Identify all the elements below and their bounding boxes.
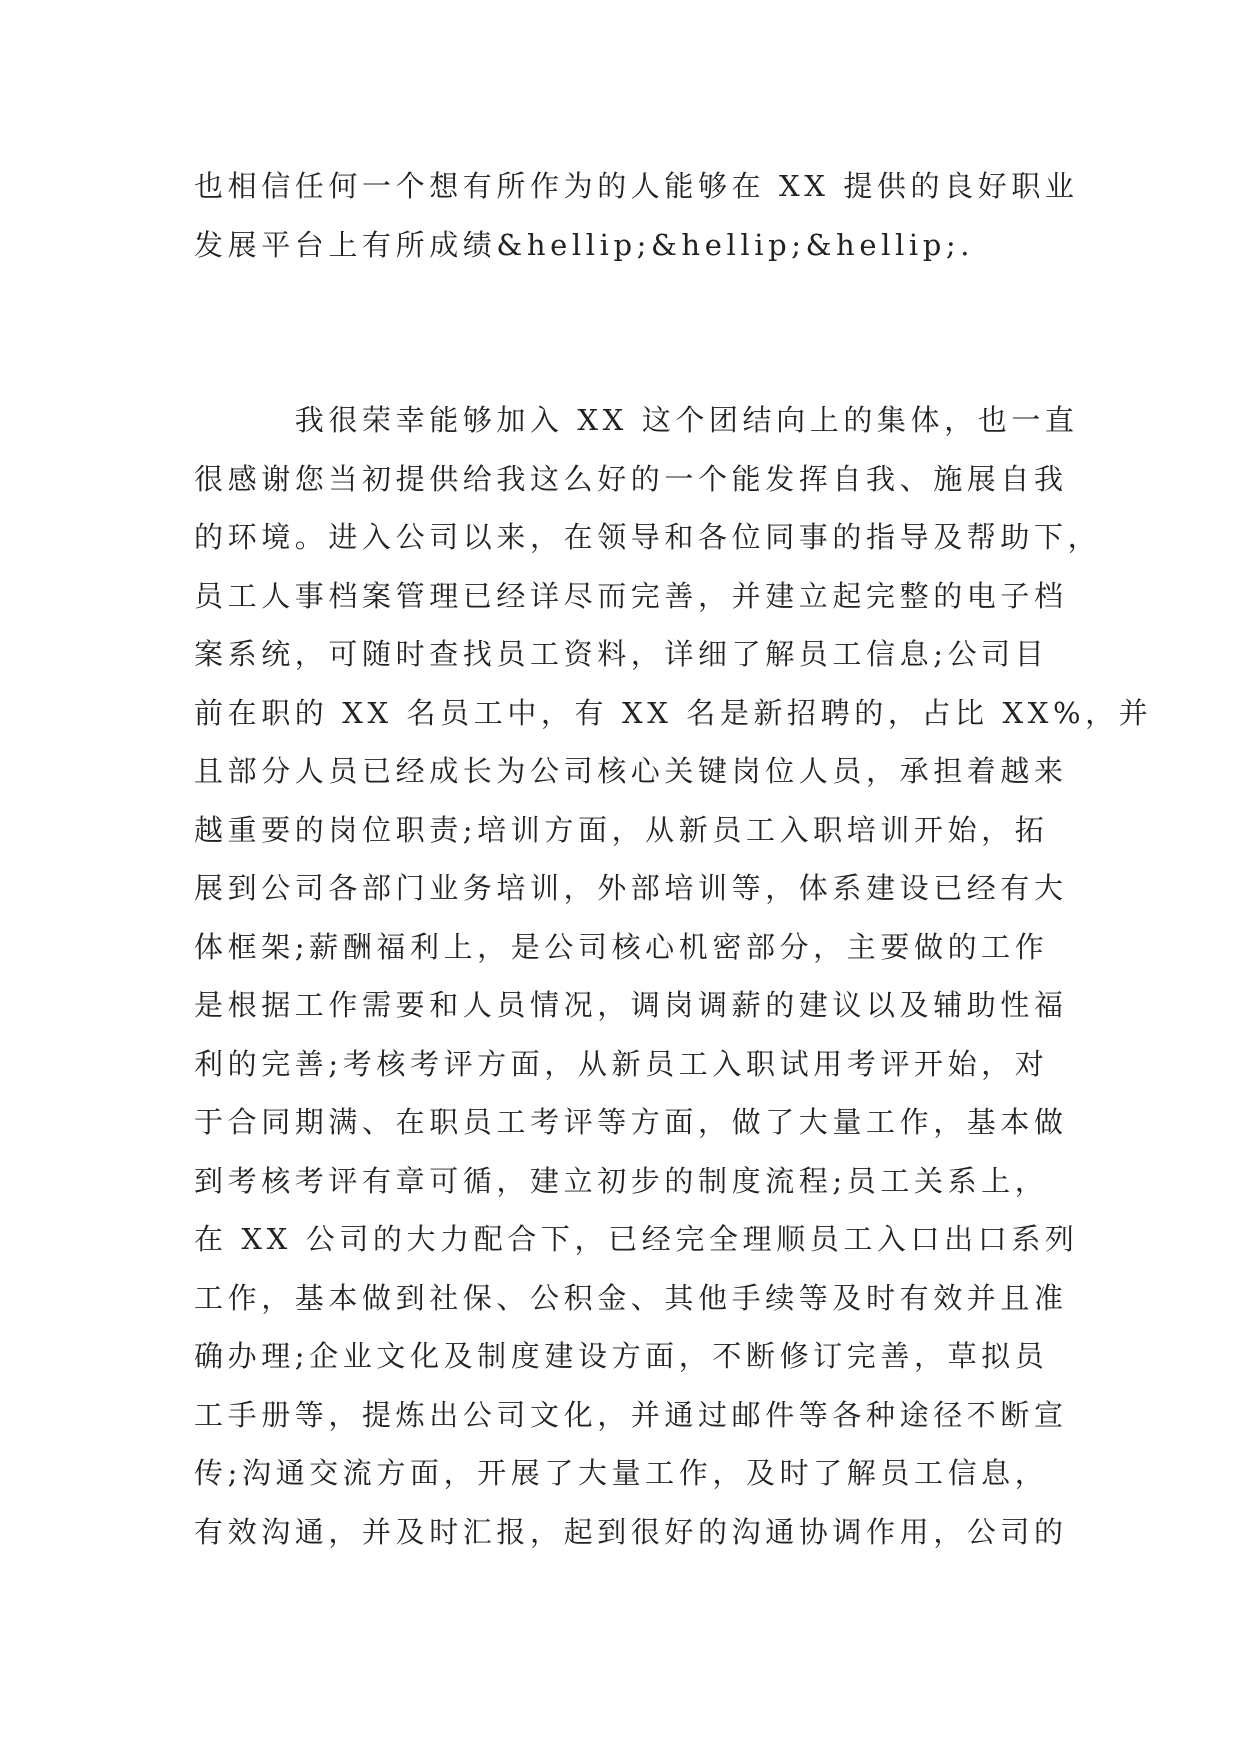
text-line: 在 XX 公司的大力配合下，已经完全理顺员工入口出口系列 — [194, 1222, 1079, 1256]
text-line: 是根据工作需要和人员情况，调岗调薪的建议以及辅助性福 — [194, 988, 1068, 1022]
text-line: 也相信任何一个想有所作为的人能够在 XX 提供的良好职业 — [194, 169, 1079, 203]
paragraph-1 — [194, 157, 1079, 274]
text-line: 员工人事档案管理已经详尽而完善，并建立起完整的电子档 — [194, 578, 1068, 613]
text-line: 越重要的岗位职责;培训方面，从新员工入职培训开始，拓 — [194, 812, 1049, 847]
text-line: 到考核考评有章可循，建立初步的制度流程;员工关系上， — [194, 1163, 1049, 1198]
text-line: 工手册等，提炼出公司文化，并通过邮件等各种途径不断宣 — [194, 1397, 1068, 1432]
text-line: 前在职的 XX 名员工中，有 XX 名是新招聘的，占比 XX%，并 — [194, 695, 1153, 730]
text-line: 的环境。进入公司以来，在领导和各位同事的指导及帮助下， — [194, 520, 1102, 554]
text-line: 确办理;企业文化及制度建设方面，不断修订完善，草拟员 — [194, 1339, 1049, 1373]
text-line: 体框架;薪酬福利上，是公司核心机密部分，主要做的工作 — [194, 929, 1049, 964]
text-line: 我很荣幸能够加入 XX 这个团结向上的集体，也一直 — [194, 403, 1079, 437]
text-line: 展到公司各部门业务培训，外部培训等，体系建设已经有大 — [194, 871, 1068, 905]
text-line: 且部分人员已经成长为公司核心关键岗位人员，承担着越来 — [194, 754, 1068, 788]
text-line: 利的完善;考核考评方面，从新员工入职试用考评开始，对 — [194, 1046, 1049, 1081]
text-line: 传;沟通交流方面，开展了大量工作，及时了解员工信息， — [194, 1456, 1049, 1490]
text-line: 于合同期满、在职员工考评等方面，做了大量工作，基本做 — [194, 1105, 1068, 1139]
text-line: 有效沟通，并及时汇报，起到很好的沟通协调作用，公司的 — [194, 1514, 1068, 1549]
text-line: 工作，基本做到社保、公积金、其他手续等及时有效并且准 — [194, 1280, 1068, 1315]
text-line: 很感谢您当初提供给我这么好的一个能发挥自我、施展自我 — [194, 461, 1068, 496]
text-line: 发展平台上有所成绩&hellip;&hellip;&hellip;. — [194, 227, 975, 262]
paragraph-2 — [194, 391, 1153, 1561]
text-line: 案系统，可随时查找员工资料，详细了解员工信息;公司目 — [194, 637, 1049, 671]
